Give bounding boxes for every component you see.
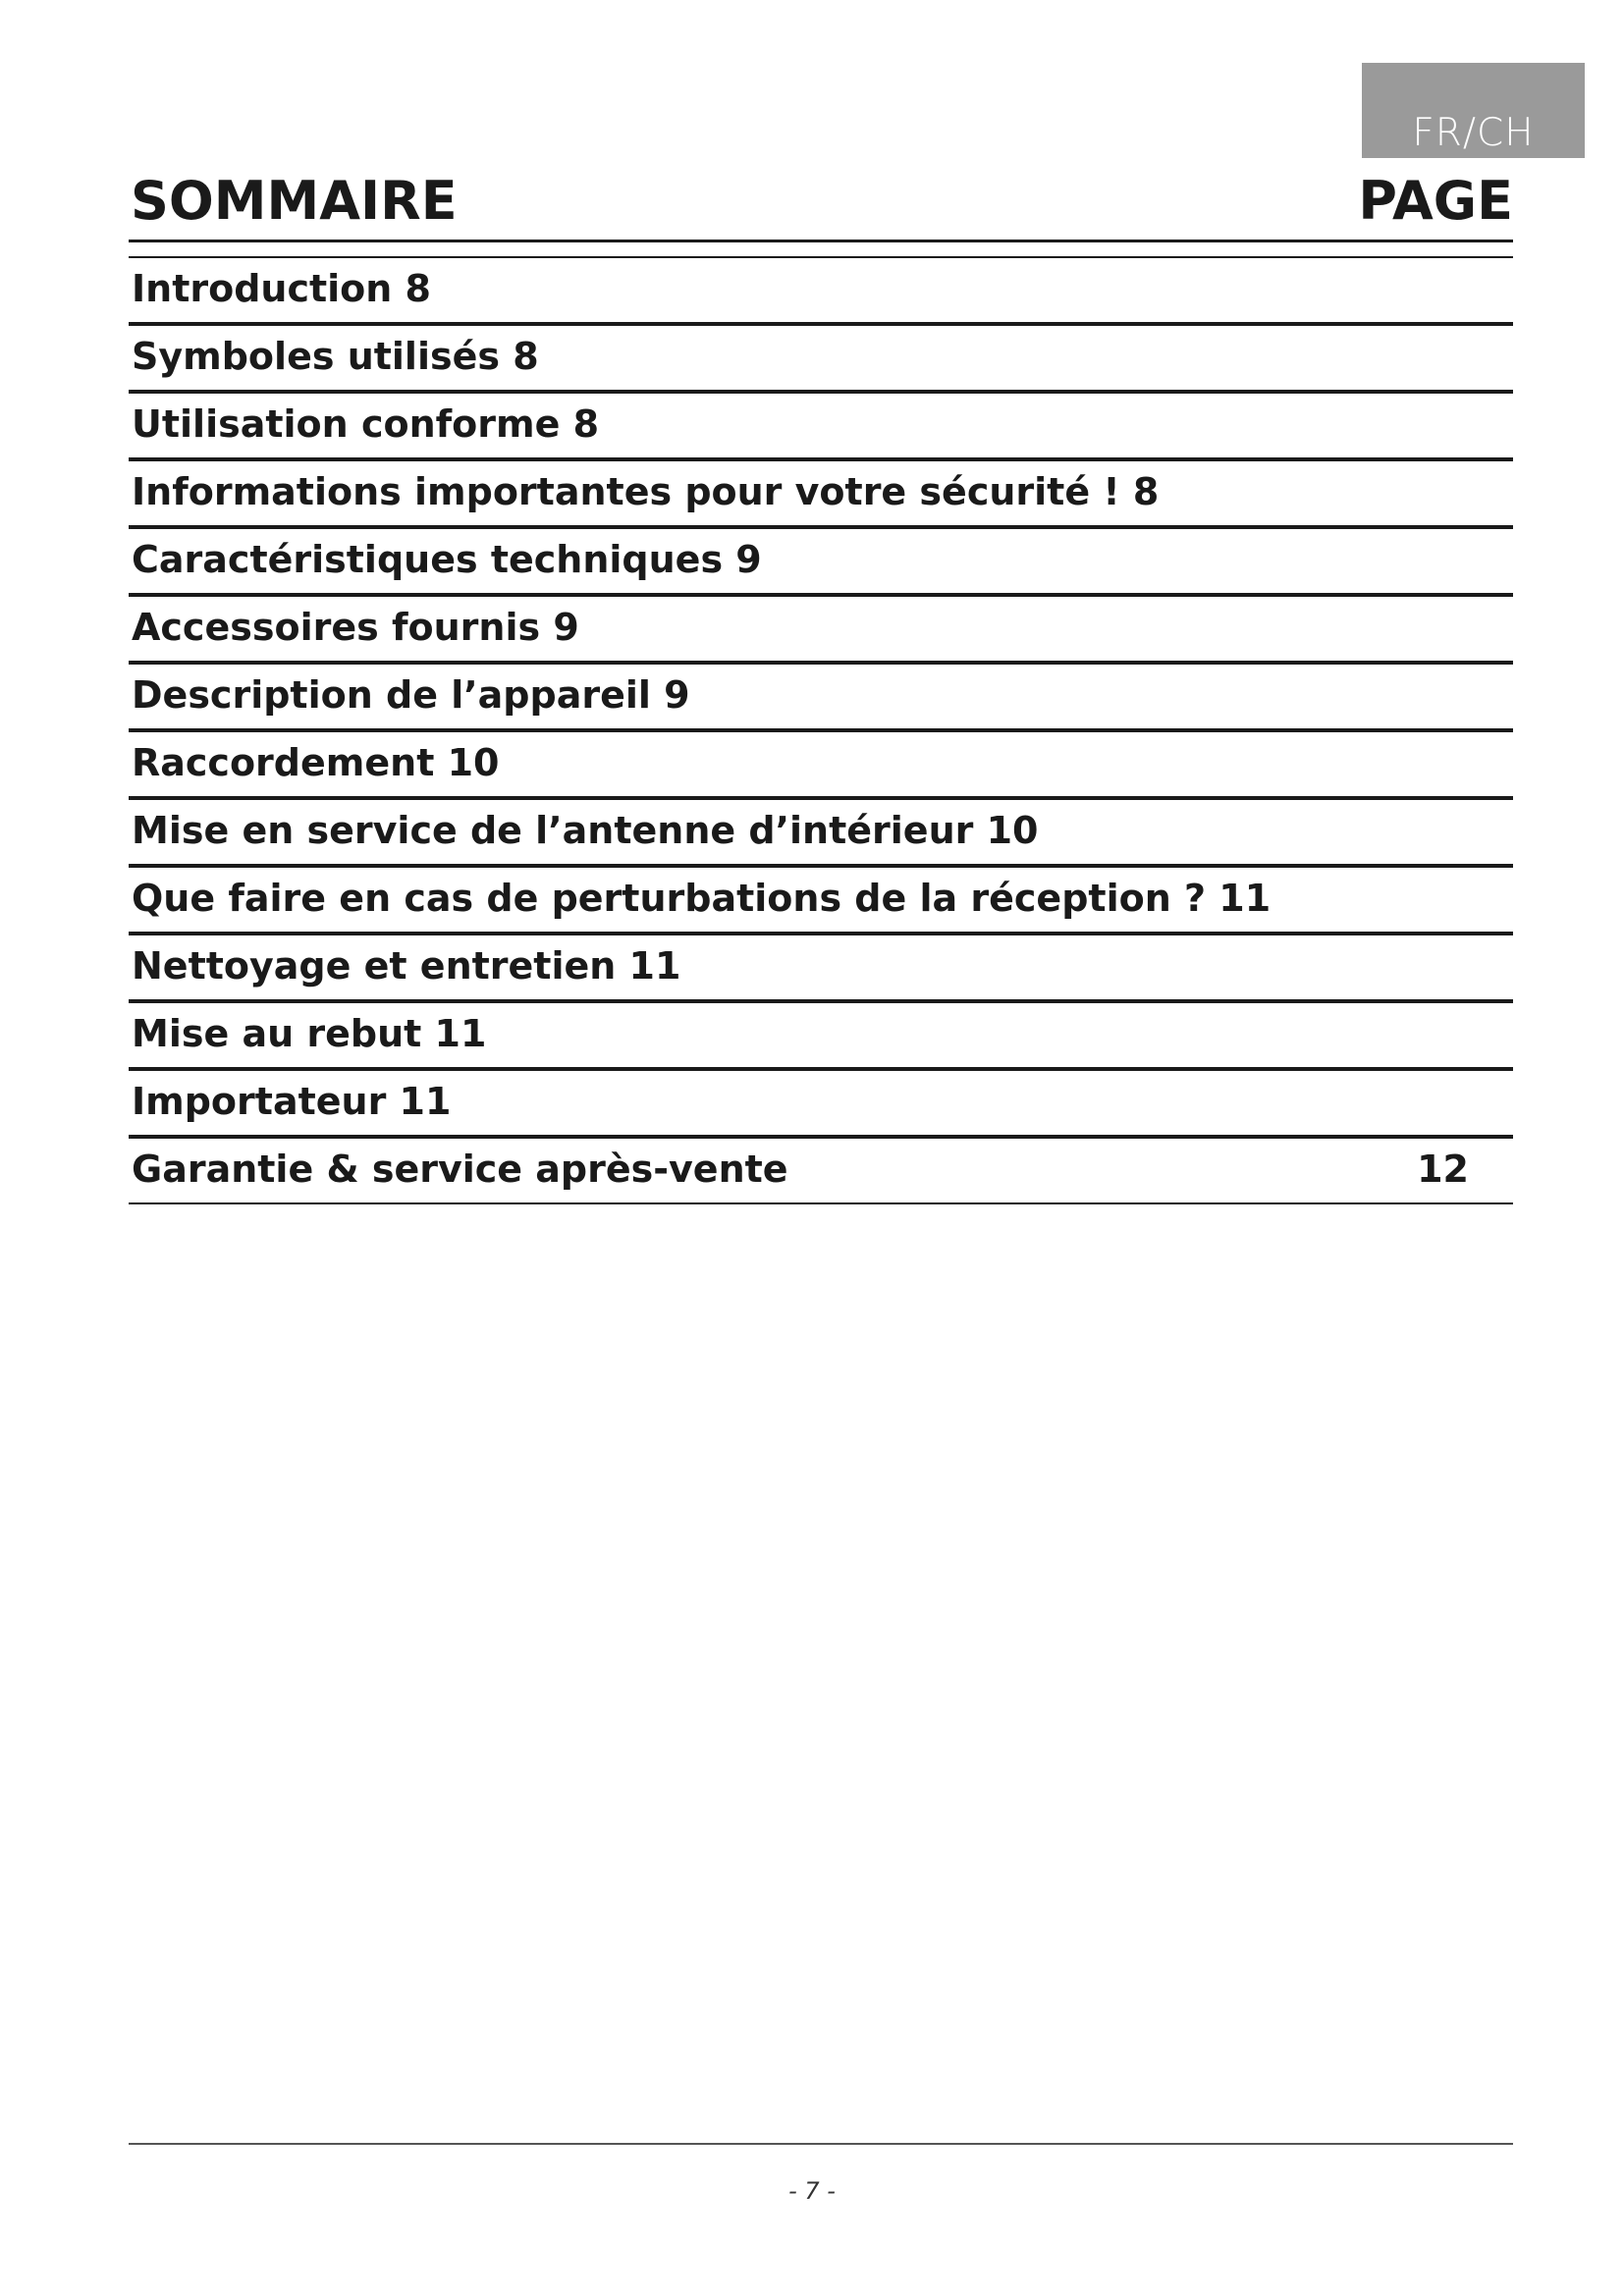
toc-row[interactable] [129,256,1513,324]
toc-row[interactable] [129,663,1513,730]
toc-entry: Accessoires fournis 9 [132,606,579,649]
toc-entry: Nettoyage et entretien 11 [132,944,681,988]
toc-row[interactable] [129,866,1513,934]
toc-entry: Symboles utilisés 8 [132,335,539,378]
toc-row[interactable] [129,1069,1513,1137]
toc-row[interactable] [129,798,1513,866]
toc-row[interactable] [129,324,1513,392]
toc-entry: Raccordement 10 [132,741,500,784]
toc-entry: Introduction 8 [132,267,432,310]
toc-header [129,170,1513,243]
toc-row[interactable] [129,459,1513,527]
language-tab [1362,63,1585,158]
toc-row[interactable] [129,595,1513,663]
toc-row[interactable] [129,1137,1513,1204]
toc-entry: Mise en service de l’antenne d’intérieur 10 [132,809,1039,852]
toc-row[interactable] [129,392,1513,459]
toc-row[interactable] [129,730,1513,798]
toc-page-number: 12 [1417,1148,1469,1191]
toc-row[interactable] [129,934,1513,1001]
toc-entry: Mise au rebut 11 [132,1012,487,1055]
toc-row[interactable] [129,527,1513,595]
toc-entry: Description de l’appareil 9 [132,673,690,717]
footer-divider [129,2143,1513,2145]
toc-entry: Caractéristiques techniques 9 [132,538,762,581]
header-divider [129,240,1513,242]
table-of-contents [129,256,1513,1204]
toc-entry: Importateur 11 [132,1080,452,1123]
toc-entry: Garantie & service après-vente [132,1148,788,1191]
page-title: SOMMAIRE [131,170,458,232]
toc-entry: Informations importantes pour votre sécurité ! 8 [132,470,1160,513]
toc-entry: Utilisation conforme 8 [132,402,600,446]
page-column-heading: PAGE [1358,170,1513,232]
language-tab-label: FR/CH [1412,111,1535,155]
toc-entry: Que faire en cas de perturbations de la réception ? 11 [132,877,1272,920]
page-number: - 7 - [788,2177,836,2205]
toc-row[interactable] [129,1001,1513,1069]
